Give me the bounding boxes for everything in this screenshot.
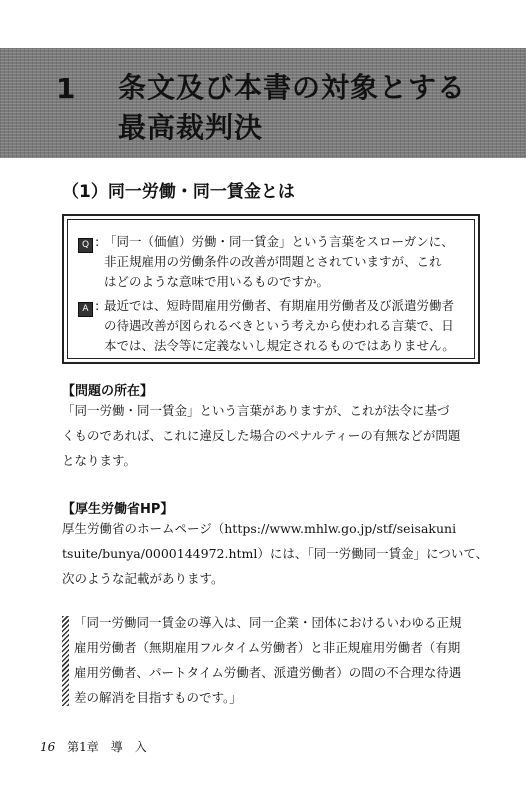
quote-line: 雇用労働者（無期雇用フルタイム労働者）と非正規雇用労働者（有期 [74,640,461,655]
quote-line: 「同一労働同一賃金の導入は、同一企業・団体におけるいわゆる正規 [74,615,462,630]
question-line: 「同一（価値）労働・同一賃金」という言葉をスローガンに、 [104,234,454,249]
problem-line: くものであれば、これに違反した場合のペナルティーの有無などが問題 [62,428,461,443]
chapter-banner [0,48,526,158]
question-text [104,232,478,292]
answer-line: 本では、法令等に定義ないし規定されるものではありません。 [104,338,455,353]
answer-item [78,296,474,353]
question-line: はどのような意味で用いるものですか。 [104,274,330,289]
problem-paragraph [62,398,486,473]
mhlw-line: tsuite/bunya/0000144972.html）には、「同一労働同一賃金」について、 [62,546,489,561]
answer-marker-icon: A [78,302,93,317]
mhlw-line: 厚生労働省のホームページ（https://www.mhlw.go.jp/stf/seisakuni [62,521,457,536]
quote-bar [62,616,69,706]
question-item [78,232,474,289]
question-colon: : [95,234,100,249]
answer-colon: : [95,298,100,313]
quote-block [62,610,492,710]
footer-chapter: 第1章 導 入 [67,740,147,754]
mhlw-line: 次のような記載があります。 [62,571,224,586]
mhlw-paragraph [62,516,489,591]
problem-heading: 【問題の所在】 [62,384,154,399]
qa-box [62,214,480,364]
mhlw-heading: 【厚生労働省HP】 [62,502,174,517]
banner-number: 1 [56,72,76,105]
section-heading: （1）同一労働・同一賃金とは [62,182,295,202]
quote-line: 雇用労働者、パートタイム労働者、派遣労働者）の間の不合理な待遇 [74,665,462,680]
answer-line: の待遇改善が図られるべきという考えから使われる言葉で、日 [104,318,454,333]
problem-line: 「同一労働・同一賃金」という言葉がありますが、これが法令に基づ [62,403,450,418]
answer-line: 最近では、短時間雇用労働者、有期雇用労働者及び派遣労働者 [104,298,455,313]
qa-inner-frame [67,219,475,359]
page-number: 16 [40,740,56,754]
problem-line: となります。 [62,453,137,468]
question-line: 非正規雇用の労働条件の改善が問題とされていますが、これ [104,254,442,269]
banner-title-line: 条文及び本書の対象とする [118,71,467,104]
banner-title [118,68,466,148]
quote-text [74,610,494,710]
page-footer [40,738,147,755]
question-marker-icon: Q [78,238,93,253]
answer-text [104,296,478,356]
banner-title-line: 最高裁判決 [118,111,264,144]
quote-line: 差の解消を目指すものです。」 [74,690,242,705]
